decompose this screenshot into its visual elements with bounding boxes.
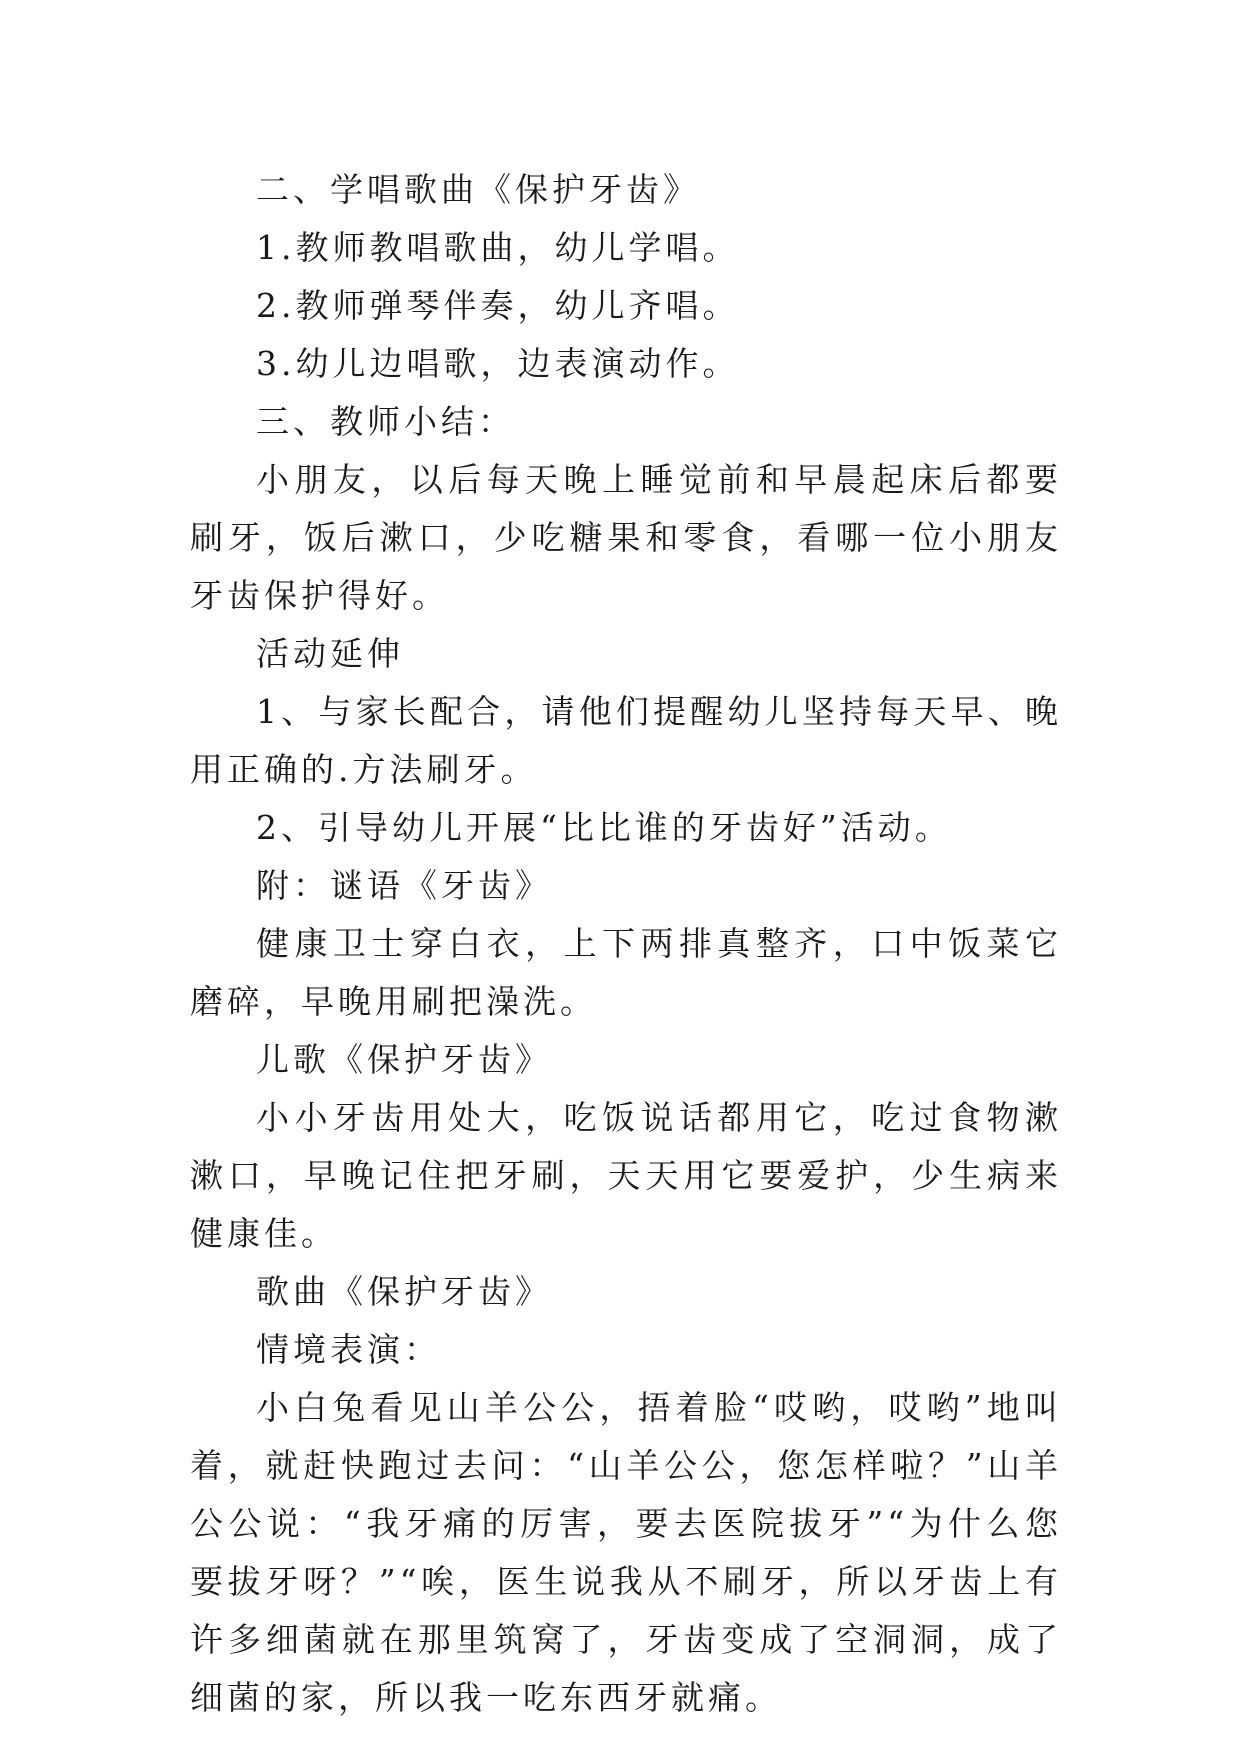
skit-heading: 情境表演： xyxy=(256,1330,441,1369)
document-body xyxy=(190,161,1062,1727)
rhyme-paragraph: 小小牙齿用处大，吃饭说话都用它，吃过食物漱漱口，早晚记住把牙刷，天天用它要爱护，少生病来健康佳。 xyxy=(190,1098,1062,1253)
section-heading-extension: 活动延伸 xyxy=(256,634,404,673)
summary-paragraph: 小朋友，以后每天晚上睡觉前和早晨起床后都要刷牙，饭后漱口，少吃糖果和零食，看哪一位小朋友牙齿保护得好。 xyxy=(190,460,1062,615)
list-item-2: 2.教师弹琴伴奏，幼儿齐唱。 xyxy=(256,286,740,325)
section-heading-learn-song: 二、学唱歌曲《保护牙齿》 xyxy=(256,170,700,209)
section-heading-summary: 三、教师小结： xyxy=(256,402,515,441)
riddle-paragraph: 健康卫士穿白衣，上下两排真整齐，口中饭菜它磨碎，早晚用刷把澡洗。 xyxy=(190,924,1062,1021)
appendix-riddle-heading: 附：谜语《牙齿》 xyxy=(256,866,552,905)
skit-paragraph: 小白兔看见山羊公公，捂着脸“哎哟，哎哟”地叫着，就赶快跑过去问：“山羊公公，您怎样啦？”山羊公公说：“我牙痛的厉害，要去医院拔牙”“为什么您要拔牙呀？”“唉，医生说我从不刷牙，所以牙齿上有许多细菌就在那里筑窝了，牙齿变成了空洞洞，成了细菌的家，所以我一吃东西牙就痛。 xyxy=(190,1388,1062,1717)
extension-item-1: 1、与家长配合，请他们提醒幼儿坚持每天早、晚用正确的.方法刷牙。 xyxy=(190,692,1062,789)
extension-item-2: 2、引导幼儿开展“比比谁的牙齿好”活动。 xyxy=(256,808,952,847)
list-item-3: 3.幼儿边唱歌，边表演动作。 xyxy=(256,344,740,383)
rhyme-heading: 儿歌《保护牙齿》 xyxy=(256,1040,552,1079)
list-item-1: 1.教师教唱歌曲，幼儿学唱。 xyxy=(256,228,740,267)
song-heading: 歌曲《保护牙齿》 xyxy=(256,1272,552,1311)
